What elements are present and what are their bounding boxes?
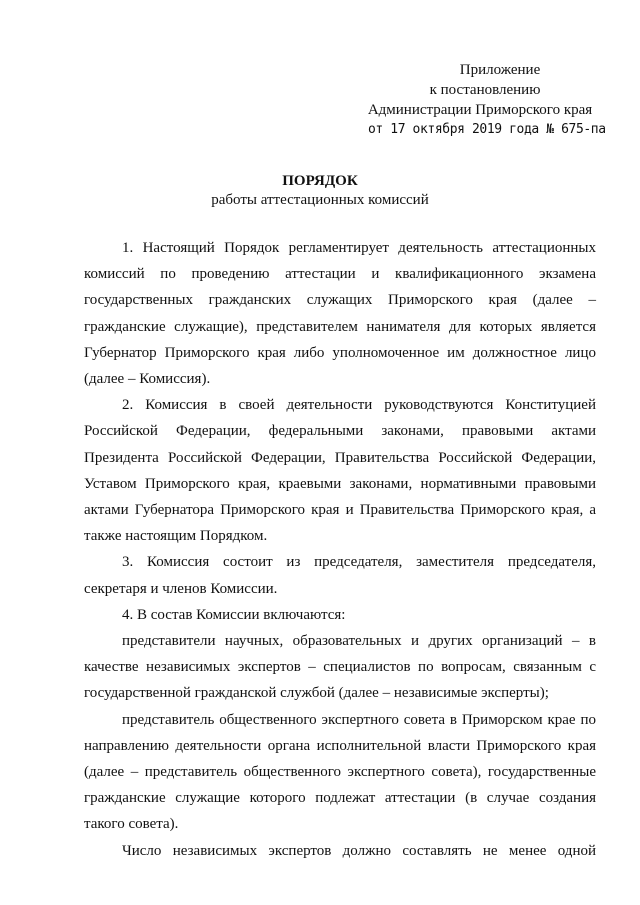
paragraph-4-item-2: представитель общественного экспертного совета в Приморском крае по направлению деятельности органа исполнительной власти Приморского края (далее – представитель общественного экспертного совета), государственные гражданские служащие которого подлежат аттестации (в случае создания такого совета). — [84, 711, 596, 833]
document-body — [84, 235, 596, 864]
annex-date-number: от 17 октября 2019 года № 675-па — [368, 122, 606, 137]
paragraph-4-item-1: представители научных, образовательных и других организаций – в качестве независимых экспертов – специалистов по вопросам, связанным с государственной гражданской службой (далее – независимые эксперты); — [84, 633, 596, 702]
annex-label: Приложение — [459, 62, 541, 78]
paragraph-1: 1. Настоящий Порядок регламентирует деятельность аттестационных комиссий по проведению аттестации и квалификационного экзамена государственных гражданских служащих Приморского края (далее – гражданские служащие), представителем нанимателя для которых является Губернатор Приморского края либо уполномоченное им должностное лицо (далее – Комиссия). — [84, 240, 596, 388]
paragraph-2: 2. Комиссия в своей деятельности руководствуются Конституцией Российской Федерации, федеральными законами, правовыми актами Президента Российской Федерации, Правительства Российской Федерации, Уставом Приморского края, краевыми законами, нормативными правовыми актами Губернатора Приморского края и Правительства Приморского края, а также настоящим Порядком. — [84, 397, 596, 545]
document-subtitle: работы аттестационных комиссий — [211, 192, 429, 208]
document-title: ПОРЯДОК — [282, 173, 358, 189]
paragraph-3: 3. Комиссия состоит из председателя, заместителя председателя, секретаря и членов Комиссии. — [84, 554, 596, 597]
annex-block — [360, 60, 606, 140]
annex-authority: Администрации Приморского края — [367, 102, 593, 118]
annex-ref: к постановлению — [429, 82, 541, 98]
paragraph-5-start: Число независимых экспертов должно составлять не менее одной — [122, 842, 596, 859]
paragraph-4: 4. В состав Комиссии включаются: — [122, 606, 346, 623]
